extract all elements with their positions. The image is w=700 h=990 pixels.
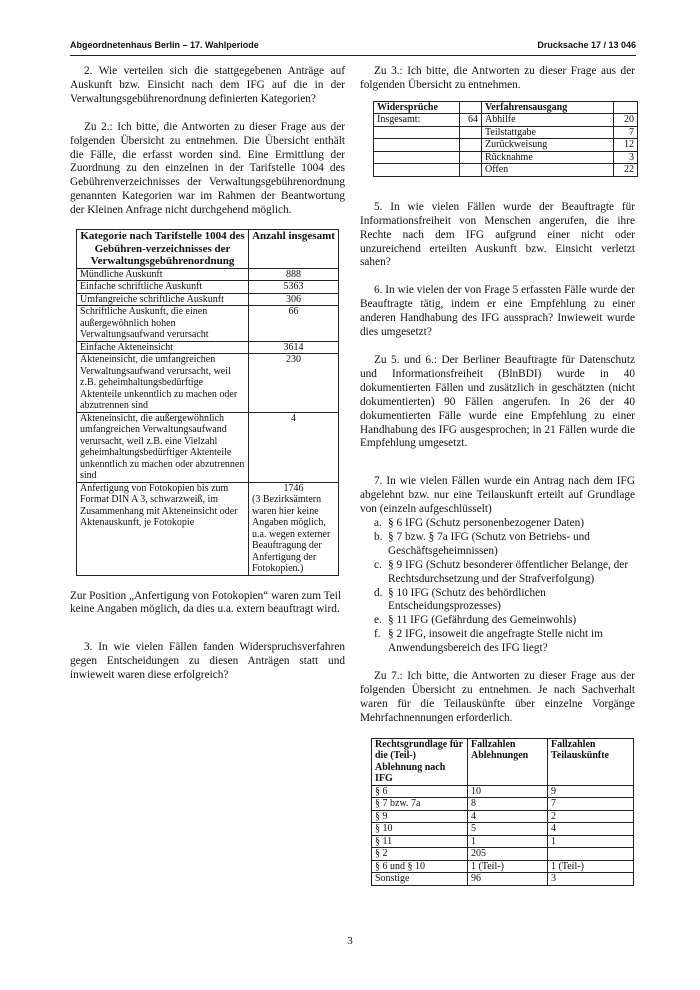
list-item: b. § 7 bzw. § 7a IFG (Schutz von Betriebs- und Geschäftsgeheimnissen)	[374, 530, 590, 557]
list-item: c. § 9 IFG (Schutz besonderer öffentlicher Belange, der Rechtsdurchsetzung und der Strafverfolgung)	[374, 558, 629, 585]
table-row	[374, 164, 638, 177]
cell-count: 4	[249, 412, 339, 482]
table-row: § 11 1 1	[372, 835, 634, 848]
header-left: Abgeordnetenhaus Berlin – 17. Wahlperiode	[70, 40, 259, 50]
table-row	[77, 268, 339, 281]
table-header-row	[77, 230, 339, 269]
page-number: 3	[347, 935, 353, 947]
answer-5-6: Zu 5. und 6.: Der Berliner Beauftragte für Datenschutz und Informationsfreiheit (BlnBDI) wurde in 40 dokumentierten Fällen und zusätzlich in geschätzten (nicht dokumentierten) 90 Fällen angerufen. In 26 der 40 dokumentierten Fälle wurde eine Empfehlung zu einer Handhabung des IFG ausgesprochen; in 21 Fällen wurde die Empfehlung umgesetzt.	[360, 353, 635, 450]
table-row: § 7 bzw. 7a 8 7	[372, 798, 634, 811]
cell-count: 66	[249, 306, 339, 342]
cell-outcome: Teilstattgabe	[482, 126, 614, 139]
category-table	[76, 229, 339, 576]
question-6: 6. In wie vielen der von Frage 5 erfassten Fälle wurde der Beauftragte tätig, indem er eine Empfehlung zu einer anderen Handhabung des IFG aussprach? Inwieweit wurde dies umgesetzt?	[360, 284, 635, 339]
question-7-list	[360, 517, 635, 656]
header-rule	[70, 55, 636, 56]
cell-category: Einfache Akteneinsicht	[77, 341, 249, 354]
table-row	[374, 151, 638, 164]
cell-category: Akteneinsicht, die umfangreichen Verwaltungsaufwand verursacht, weil z.B. geheimhaltungsbedürftige Aktenteile unkenntlich zu machen oder abzutrennen sind	[77, 354, 249, 413]
cell-outcome: Rücknahme	[482, 151, 614, 164]
table-row	[77, 293, 339, 306]
table-row: § 10 5 4	[372, 823, 634, 836]
cell-category: Einfache schriftliche Auskunft	[77, 281, 249, 294]
cell-insgesamt-label: Insgesamt:	[374, 114, 460, 127]
header-teilauskuenfte: Fallzahlen Teilauskünfte	[548, 738, 634, 785]
table-row: § 2 205	[372, 848, 634, 861]
cell-outcome: Offen	[482, 164, 614, 177]
cell-outcome: Abhilfe	[482, 114, 614, 127]
list-item: d. § 10 IFG (Schutz des behördlichen Entscheidungsprozesses)	[374, 586, 546, 613]
cell-outcome: Zurückweisung	[482, 139, 614, 152]
header-anzahl: Anzahl insgesamt	[249, 230, 339, 269]
header-ablehnungen: Fallzahlen Ablehnungen	[468, 738, 548, 785]
cell-category: Akteneinsicht, die außergewöhnlich umfangreichen Verwaltungsaufwand verursacht, weil z.B. eine Vielzahl geheimhaltungsbedürftiger Aktenteile unkenntlich zu machen oder abzutrennen sind	[77, 412, 249, 482]
list-item: f. § 2 IFG, insoweit die angefragte Stelle nicht im Anwendungsbereich des IFG liegt?	[374, 628, 603, 655]
list-item: e. § 11 IFG (Gefährdung des Gemeinwohls)	[374, 614, 577, 627]
cell-count: 5363	[249, 281, 339, 294]
cell-count: 306	[249, 293, 339, 306]
widerspruch-table	[373, 101, 638, 177]
answer-2: Zu 2.: Ich bitte, die Antworten zu dieser Frage aus der folgenden Übersicht zu entnehmen. Die Übersicht enthält die Fälle, die erfasst worden sind. Eine Ermittlung der Zuordnung zu den einzelnen in der Tarifstelle 1004 des Gebührenverzeichnisses der Verwaltungsgebührenordnung genannten Kategorien war im Rahmen der Beantwortung der Kleinen Anfrage nicht durchgehend möglich.	[70, 120, 345, 217]
header-kategorie: Kategorie nach Tarifstelle 1004 des Gebühren-verzeichnisses der Verwaltungsgebührenordnung	[77, 230, 249, 269]
table-row	[77, 306, 339, 342]
header-empty	[614, 101, 638, 114]
cell-outcome-value: 12	[614, 139, 638, 152]
header-verfahrensausgang: Verfahrensausgang	[482, 101, 614, 114]
count-value: 1746	[283, 482, 304, 494]
cell-outcome-value: 7	[614, 126, 638, 139]
table-row	[374, 114, 638, 127]
cell-outcome-value: 20	[614, 114, 638, 127]
cell-category: Umfangreiche schriftliche Auskunft	[77, 293, 249, 306]
header-rechtsgrundlage: Rechtsgrundlage für die (Teil-) Ablehnung nach IFG	[372, 738, 468, 785]
table-row: § 6 10 9	[372, 785, 634, 798]
header-right: Drucksache 17 / 13 046	[537, 40, 636, 50]
table-row	[374, 126, 638, 139]
table-header-row	[372, 738, 634, 785]
table-header-row	[374, 101, 638, 114]
table-row: § 6 und § 10 1 (Teil-) 1 (Teil-)	[372, 860, 634, 873]
table-row	[77, 412, 339, 482]
question-5: 5. In wie vielen Fällen wurde der Beauftragte für Informationsfreiheit von Menschen angerufen, die ihre Rechte nach dem IFG aufgrund einer nicht oder unzureichend erteilten Auskunft bzw. Einsicht verletzt sahen?	[360, 200, 635, 269]
left-column	[70, 65, 345, 683]
table-row: § 9 4 2	[372, 810, 634, 823]
question-2: 2. Wie verteilen sich die stattgegebenen Anträge auf Auskunft bzw. Einsicht nach dem IFG auf die in der Verwaltungsgebührenordnung definierten Kategorien?	[70, 65, 345, 105]
header-widersprueche: Widersprüche	[374, 101, 460, 114]
header-empty	[460, 101, 482, 114]
question-7: 7. In wie vielen Fällen wurde ein Antrag nach dem IFG abgelehnt bzw. nur eine Teilauskunft erteilt auf Grundlage von (einzeln aufgeschlüsselt)	[360, 475, 635, 516]
answer-3: Zu 3.: Ich bitte, die Antworten zu dieser Frage aus der folgenden Übersicht zu entnehmen.	[360, 65, 635, 91]
fotokopien-note: Zur Position „Anfertigung von Fotokopien“ waren zum Teil keine Angaben möglich, da dies u.a. extern beauftragt wird.	[70, 589, 342, 616]
cell-outcome-value: 3	[614, 151, 638, 164]
count-note: (3 Bezirksämtern waren hier keine Angaben möglich, u.a. wegen externer Beauftragung der Anfertigung der Fotokopien.)	[252, 494, 331, 575]
table-row	[77, 482, 339, 575]
table-row	[77, 354, 339, 413]
table-row: Sonstige 96 3	[372, 873, 634, 886]
cell-insgesamt-value: 64	[460, 114, 482, 127]
cell-category: Anfertigung von Fotokopien bis zum Format DIN A 3, schwarzweiß, im Zusammenhang mit Akteneinsicht oder Aktenauskunft, je Fotokopie	[77, 482, 249, 575]
question-3: 3. In wie vielen Fällen fanden Widerspruchsverfahren gegen Entscheidungen zu diesen Anträgen statt und inwieweit waren diese erfolgreich?	[70, 641, 345, 682]
table-row	[77, 341, 339, 354]
cell-outcome-value: 22	[614, 164, 638, 177]
table-row	[374, 139, 638, 152]
right-column	[360, 65, 635, 886]
answer-7: Zu 7.: Ich bitte, die Antworten zu dieser Frage aus der folgenden Übersicht zu entnehmen. Je nach Sachverhalt waren für die Teilauskünfte über einzelne Vorgänge Mehrfachnennungen erforderlich.	[360, 670, 635, 724]
cell-category: Mündliche Auskunft	[77, 268, 249, 281]
cell-count	[249, 482, 339, 575]
cell-count: 3614	[249, 341, 339, 354]
table-row	[77, 281, 339, 294]
cell-category: Schriftliche Auskunft, die einen außergewöhnlich hohen Verwaltungsaufwand verursacht	[77, 306, 249, 342]
cell-count: 888	[249, 268, 339, 281]
cell-count: 230	[249, 354, 339, 413]
list-item: a. § 6 IFG (Schutz personenbezogener Daten)	[374, 517, 585, 530]
rechtsgrundlage-table	[371, 738, 634, 886]
